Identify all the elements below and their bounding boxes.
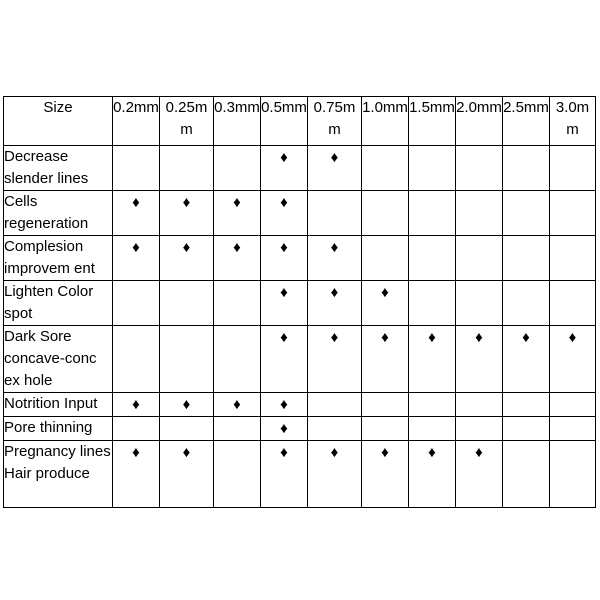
header-row [4, 97, 596, 146]
table-cell [456, 441, 503, 508]
table-cell [409, 146, 456, 191]
table-cell [456, 236, 503, 281]
diamond-mark-icon: ♦ [233, 239, 241, 256]
table-cell [550, 393, 596, 417]
diamond-mark-icon: ♦ [522, 329, 530, 346]
size-header-7: 2.0mm [456, 97, 503, 146]
table-cell [113, 236, 160, 281]
table-cell [160, 326, 214, 393]
table-cell [160, 281, 214, 326]
table-cell [214, 236, 261, 281]
table-cell [113, 417, 160, 441]
table-cell [261, 417, 308, 441]
size-header-2: 0.3mm [214, 97, 261, 146]
table-cell [214, 281, 261, 326]
table-cell [113, 146, 160, 191]
table-cell [362, 146, 409, 191]
table-cell [214, 393, 261, 417]
diamond-mark-icon: ♦ [381, 444, 389, 461]
table-cell [308, 191, 362, 236]
diamond-mark-icon: ♦ [280, 420, 288, 437]
diamond-mark-icon: ♦ [475, 329, 483, 346]
table-cell [160, 417, 214, 441]
table-cell [160, 191, 214, 236]
table-cell [261, 236, 308, 281]
table-cell [308, 281, 362, 326]
table-cell [261, 326, 308, 393]
table-cell [261, 281, 308, 326]
diamond-mark-icon: ♦ [475, 444, 483, 461]
diamond-mark-icon: ♦ [330, 444, 339, 461]
table-cell [214, 441, 261, 508]
table-cell [362, 441, 409, 508]
size-header-9: 3.0mm [550, 97, 596, 146]
table-cell [362, 417, 409, 441]
table-cell [550, 281, 596, 326]
size-header-3: 0.5mm [261, 97, 308, 146]
table-cell [113, 281, 160, 326]
table-cell [503, 191, 550, 236]
table-cell [113, 191, 160, 236]
table-cell [214, 417, 261, 441]
table-cell [160, 146, 214, 191]
table-cell [409, 281, 456, 326]
table-cell [456, 326, 503, 393]
diamond-mark-icon: ♦ [182, 444, 191, 461]
table-cell [308, 417, 362, 441]
table-cell [550, 417, 596, 441]
table-cell [409, 441, 456, 508]
row-label: Decrease slender lines [4, 146, 113, 191]
table-cell [550, 146, 596, 191]
size-header-6: 1.5mm [409, 97, 456, 146]
diamond-mark-icon: ♦ [568, 329, 577, 346]
table-cell [308, 146, 362, 191]
table-cell [550, 326, 596, 393]
table-cell [214, 146, 261, 191]
table-cell [362, 281, 409, 326]
diamond-mark-icon: ♦ [280, 396, 288, 413]
size-header-5: 1.0mm [362, 97, 409, 146]
table-cell [456, 146, 503, 191]
table-cell [409, 191, 456, 236]
diamond-mark-icon: ♦ [280, 329, 288, 346]
diamond-mark-icon: ♦ [330, 284, 339, 301]
diamond-mark-icon: ♦ [330, 329, 339, 346]
table-cell [503, 236, 550, 281]
diamond-mark-icon: ♦ [280, 239, 288, 256]
table-row [4, 441, 596, 508]
table-cell [113, 393, 160, 417]
table-cell [409, 236, 456, 281]
table-cell [308, 393, 362, 417]
size-header-1: 0.25mm [160, 97, 214, 146]
table-cell [113, 441, 160, 508]
table-cell [409, 326, 456, 393]
table-row [4, 326, 596, 393]
diamond-mark-icon: ♦ [280, 444, 288, 461]
size-header-label: Size [4, 97, 113, 146]
table-cell [456, 281, 503, 326]
table-row [4, 281, 596, 326]
table-row [4, 393, 596, 417]
table-body [4, 97, 596, 508]
row-label: Complesion improvem ent [4, 236, 113, 281]
table-cell [160, 236, 214, 281]
table-cell [308, 441, 362, 508]
table-cell [503, 393, 550, 417]
diamond-mark-icon: ♦ [182, 396, 191, 413]
size-header-4: 0.75mm [308, 97, 362, 146]
diamond-mark-icon: ♦ [280, 194, 288, 211]
diamond-mark-icon: ♦ [381, 329, 389, 346]
needle-size-table [3, 96, 596, 508]
row-label: Dark Sore concave-conc ex hole [4, 326, 113, 393]
table-cell [160, 393, 214, 417]
table-row [4, 146, 596, 191]
table-cell [308, 326, 362, 393]
table-cell [362, 236, 409, 281]
table-cell [261, 441, 308, 508]
table-cell [409, 393, 456, 417]
diamond-mark-icon: ♦ [233, 194, 241, 211]
table-cell [550, 441, 596, 508]
table-cell [503, 441, 550, 508]
diamond-mark-icon: ♦ [182, 194, 191, 211]
diamond-mark-icon: ♦ [132, 396, 140, 413]
row-label: Pregnancy lines Hair produce [4, 441, 113, 508]
table-cell [362, 326, 409, 393]
table-cell [503, 417, 550, 441]
size-header-8: 2.5mm [503, 97, 550, 146]
table-cell [261, 146, 308, 191]
diamond-mark-icon: ♦ [330, 239, 339, 256]
table-cell [214, 191, 261, 236]
diamond-mark-icon: ♦ [280, 149, 288, 166]
diamond-mark-icon: ♦ [381, 284, 389, 301]
table-cell [456, 393, 503, 417]
diamond-mark-icon: ♦ [182, 239, 191, 256]
table-cell [456, 417, 503, 441]
table-cell [261, 191, 308, 236]
table-cell [503, 326, 550, 393]
diamond-mark-icon: ♦ [428, 444, 436, 461]
row-label: Notrition Input [4, 393, 113, 417]
table-cell [503, 146, 550, 191]
diamond-mark-icon: ♦ [132, 194, 140, 211]
diamond-mark-icon: ♦ [132, 239, 140, 256]
table-cell [362, 393, 409, 417]
table-cell [261, 393, 308, 417]
table-cell [409, 417, 456, 441]
table-row [4, 236, 596, 281]
row-label: Lighten Color spot [4, 281, 113, 326]
table-row [4, 417, 596, 441]
table-cell [550, 236, 596, 281]
table-cell [113, 326, 160, 393]
table-cell [362, 191, 409, 236]
diamond-mark-icon: ♦ [233, 396, 241, 413]
diamond-mark-icon: ♦ [330, 149, 339, 166]
diamond-mark-icon: ♦ [280, 284, 288, 301]
table-cell [214, 326, 261, 393]
diamond-mark-icon: ♦ [132, 444, 140, 461]
diamond-mark-icon: ♦ [428, 329, 436, 346]
table-cell [160, 441, 214, 508]
table-cell [503, 281, 550, 326]
row-label: Cells regeneration [4, 191, 113, 236]
table-row [4, 191, 596, 236]
table-cell [308, 236, 362, 281]
table-cell [456, 191, 503, 236]
row-label: Pore thinning [4, 417, 113, 441]
size-header-0: 0.2mm [113, 97, 160, 146]
table-cell [550, 191, 596, 236]
